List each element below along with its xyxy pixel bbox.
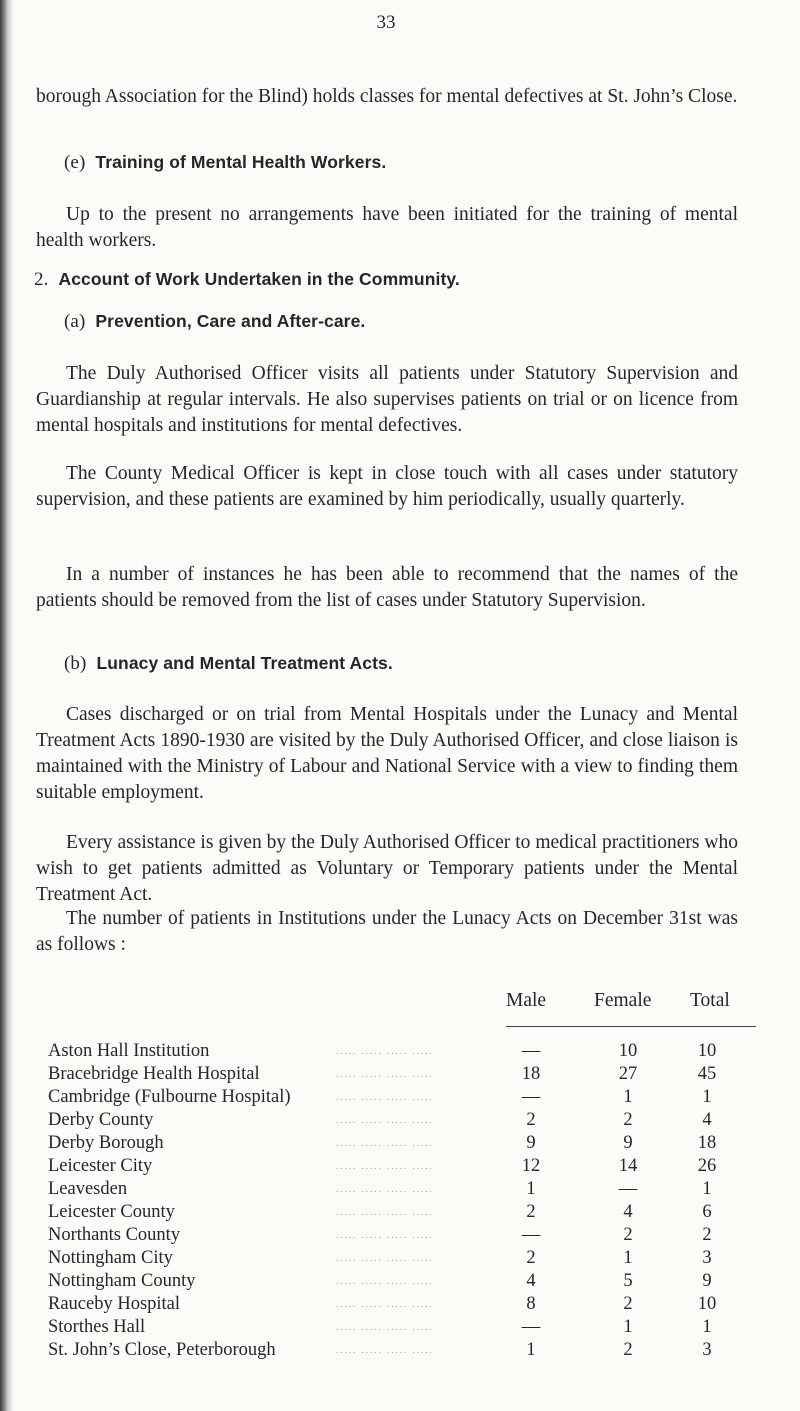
female-count: 4	[623, 1202, 633, 1222]
total-count: 10	[697, 1294, 717, 1314]
table-row	[36, 1086, 756, 1109]
heading-account-number: 2.	[34, 269, 49, 290]
total-count: 18	[697, 1133, 717, 1153]
male-count: —	[521, 1087, 541, 1107]
table-row	[36, 1155, 756, 1178]
paragraph-assistance: Every assistance is given by the Duly Authorised Officer to medical practitioners who wish to get patients admitted as Voluntary or Temporary patients under the Mental Treatment Act.	[36, 832, 738, 905]
male-count: 1	[526, 1340, 536, 1360]
institution-name: Storthes Hall	[48, 1317, 146, 1337]
paragraph-number-of-patients: The number of patients in Institutions under the Lunacy Acts on December 31st was as follows :	[36, 908, 738, 955]
leader-dots: ..... ..... ..... .....	[336, 1230, 434, 1240]
female-count: 2	[623, 1225, 633, 1245]
institution-name: Leavesden	[48, 1179, 128, 1199]
total-count: 3	[702, 1340, 712, 1360]
male-count: 1	[526, 1179, 536, 1199]
leader-dots: ..... ..... ..... .....	[336, 1046, 434, 1056]
table-row	[36, 1063, 756, 1086]
leader-dots: ..... ..... ..... .....	[336, 1253, 434, 1263]
paragraph-names-removed: In a number of instances he has been able to recommend that the names of the patients should be removed from the list of cases under Statutory Supervision.	[36, 564, 738, 611]
heading-prevention-text: Prevention, Care and After-care.	[95, 311, 366, 331]
leader-dots: ..... ..... ..... .....	[336, 1276, 434, 1286]
header-male: Male	[506, 990, 547, 1011]
female-count: 14	[618, 1156, 638, 1176]
total-count: 2	[702, 1225, 712, 1245]
institution-name: St. John’s Close, Peterborough	[48, 1340, 276, 1360]
leader-dots: ..... ..... ..... .....	[336, 1138, 434, 1148]
leader-dots: ..... ..... ..... .....	[336, 1092, 434, 1102]
male-count: 12	[521, 1156, 541, 1176]
total-count: 6	[702, 1202, 712, 1222]
heading-prevention-number: (a)	[64, 311, 86, 332]
page-number: 33	[376, 12, 396, 33]
female-count: 9	[623, 1133, 633, 1153]
institution-name: Cambridge (Fulbourne Hospital)	[48, 1087, 291, 1107]
female-count: 27	[618, 1064, 638, 1084]
heading-training	[64, 152, 386, 174]
female-count: 1	[623, 1248, 633, 1268]
female-count: 2	[623, 1110, 633, 1130]
total-count: 3	[702, 1248, 712, 1268]
female-count: 2	[623, 1294, 633, 1314]
leader-dots: ..... ..... ..... .....	[336, 1069, 434, 1079]
female-count: 1	[623, 1317, 633, 1337]
heading-lunacy	[64, 653, 393, 675]
total-count: 1	[702, 1317, 712, 1337]
institution-name: Bracebridge Health Hospital	[48, 1064, 260, 1084]
male-count: —	[521, 1317, 541, 1337]
male-count: 18	[521, 1064, 541, 1084]
institution-name: Leicester County	[48, 1202, 175, 1222]
male-count: 8	[526, 1294, 536, 1314]
paragraph-medical-officer: The County Medical Officer is kept in close touch with all cases under statutory supervision, and these patients are examined by him periodically, usually quarterly.	[36, 463, 738, 510]
heading-training-text: Training of Mental Health Workers.	[95, 152, 387, 172]
table-row	[36, 1109, 756, 1132]
total-count: 4	[702, 1110, 712, 1130]
table-row	[36, 1040, 756, 1063]
institution-name: Northants County	[48, 1225, 181, 1245]
heading-lunacy-number: (b)	[64, 653, 87, 674]
leader-dots: ..... ..... ..... .....	[336, 1299, 434, 1309]
leader-dots: ..... ..... ..... .....	[336, 1345, 434, 1355]
leader-dots: ..... ..... ..... .....	[336, 1322, 434, 1332]
male-count: —	[521, 1225, 541, 1245]
male-count: 9	[526, 1133, 536, 1153]
institution-name: Nottingham City	[48, 1248, 173, 1268]
table-row	[36, 1224, 756, 1247]
table-row	[36, 1339, 756, 1362]
male-count: 4	[526, 1271, 536, 1291]
table-row	[36, 1178, 756, 1201]
paragraph-training: Up to the present no arrangements have been initiated for the training of mental health workers.	[36, 204, 738, 251]
institution-name: Rauceby Hospital	[48, 1294, 181, 1314]
male-count: —	[521, 1041, 541, 1061]
total-count: 1	[702, 1087, 712, 1107]
female-count: 2	[623, 1340, 633, 1360]
table-row	[36, 1270, 756, 1293]
scan-edge	[0, 0, 14, 1411]
leader-dots: ..... ..... ..... .....	[336, 1207, 434, 1217]
male-count: 2	[526, 1202, 536, 1222]
heading-lunacy-text: Lunacy and Mental Treatment Acts.	[96, 653, 393, 673]
total-count: 9	[702, 1271, 712, 1291]
heading-training-number: (e)	[64, 152, 86, 173]
intro-paragraph: borough Association for the Blind) holds classes for mental defectives at St. John’s Close.	[36, 86, 738, 107]
table-row	[36, 1247, 756, 1270]
female-count: 1	[623, 1087, 633, 1107]
institution-name: Derby Borough	[48, 1133, 164, 1153]
header-total: Total	[690, 990, 730, 1011]
institution-name: Nottingham County	[48, 1271, 196, 1291]
leader-dots: ..... ..... ..... .....	[336, 1115, 434, 1125]
male-count: 2	[526, 1110, 536, 1130]
leader-dots: ..... ..... ..... .....	[336, 1161, 434, 1171]
female-count: 10	[618, 1041, 638, 1061]
institution-name: Aston Hall Institution	[48, 1041, 210, 1061]
total-count: 10	[697, 1041, 717, 1061]
header-rule	[506, 1026, 756, 1027]
paragraph-cases-discharged: Cases discharged or on trial from Mental Hospitals under the Lunacy and Mental Treatment Acts 1890-1930 are visited by the Duly Authorised Officer, and close liaison is maintained with the Ministry of Labour and National Service with a view to finding them suitable employment.	[36, 704, 738, 803]
female-count: —	[618, 1179, 638, 1199]
total-count: 1	[702, 1179, 712, 1199]
female-count: 5	[623, 1271, 633, 1291]
heading-prevention	[64, 311, 365, 333]
total-count: 26	[697, 1156, 717, 1176]
paragraph-officer-visits: The Duly Authorised Officer visits all patients under Statutory Supervision and Guardianship at regular intervals. He also supervises patients on trial or on licence from mental hospitals and institutions for mental defectives.	[36, 363, 738, 436]
heading-account-text: Account of Work Undertaken in the Community.	[58, 269, 460, 289]
table-row	[36, 1316, 756, 1339]
total-count: 45	[697, 1064, 717, 1084]
institution-name: Derby County	[48, 1110, 154, 1130]
header-female: Female	[594, 990, 652, 1011]
table-row	[36, 1201, 756, 1224]
table-row	[36, 1132, 756, 1155]
institution-name: Leicester City	[48, 1156, 153, 1176]
heading-account	[34, 269, 460, 291]
leader-dots: ..... ..... ..... .....	[336, 1184, 434, 1194]
table-header	[36, 990, 756, 1016]
male-count: 2	[526, 1248, 536, 1268]
table-row	[36, 1293, 756, 1316]
